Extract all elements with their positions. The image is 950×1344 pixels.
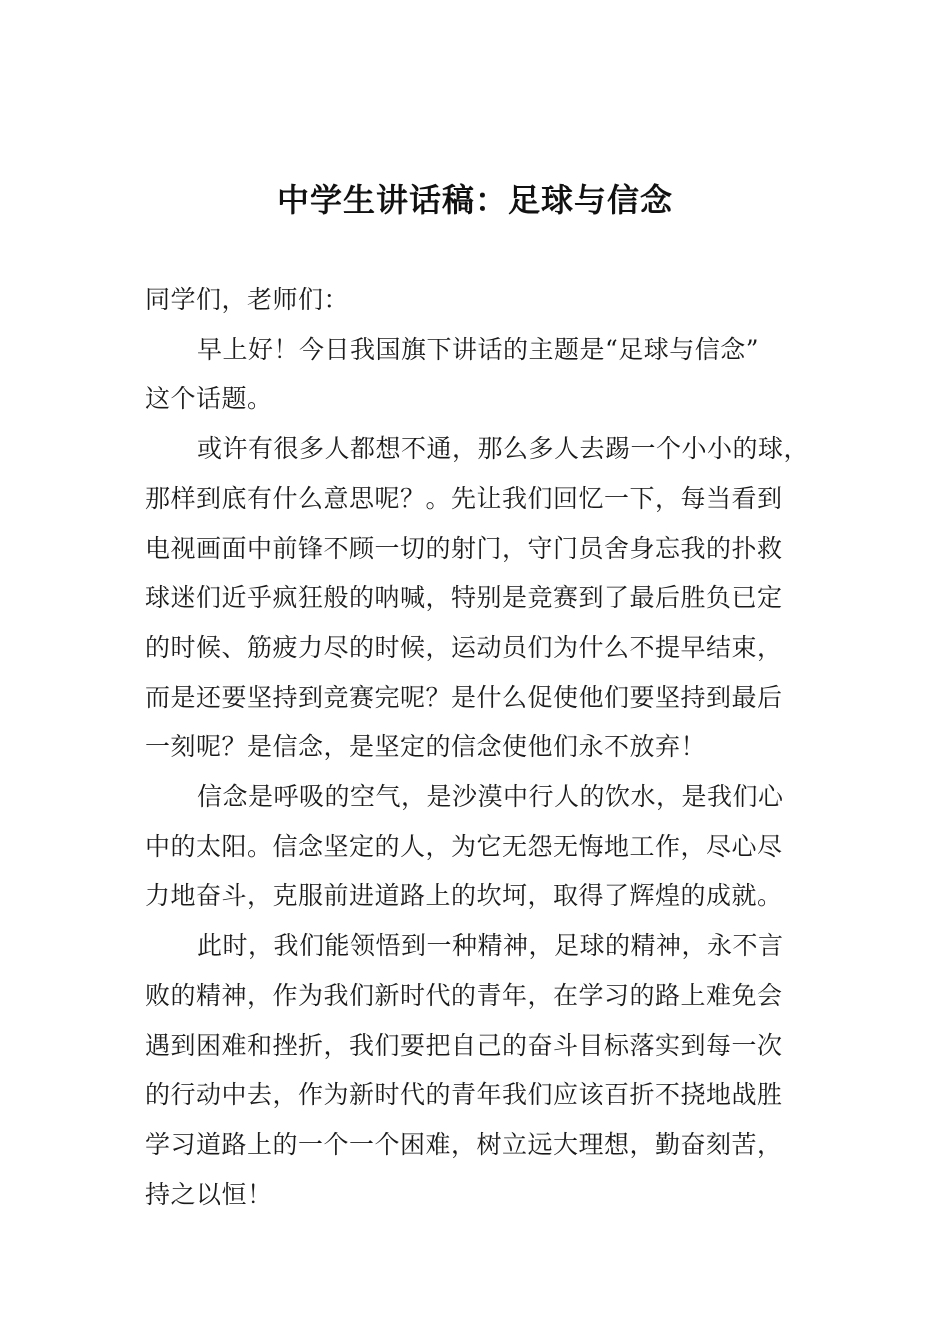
text-line: 持之以恒！ <box>145 1179 273 1209</box>
text-line: 而是还要坚持到竞赛完呢？是什么促使他们要坚持到最后 <box>145 682 783 712</box>
text-line: 同学们，老师们： <box>145 285 350 314</box>
text-line: 早上好！今日我国旗下讲话的主题是“足球与信念” <box>197 334 760 364</box>
page-title: 中学生讲话稿：足球与信念 <box>276 181 673 219</box>
text-line: 或许有很多人都想不通，那么多人去踢一个小小的球， <box>197 434 810 464</box>
text-line: 此时，我们能领悟到一种精神，足球的精神，永不言 <box>197 931 784 961</box>
text-line: 的行动中去，作为新时代的青年我们应该百折不挠地战胜 <box>145 1080 783 1110</box>
text-line: 学习道路上的一个一个困难，树立远大理想，勤奋刻苦， <box>145 1129 783 1159</box>
text-line: 一刻呢？是信念，是坚定的信念使他们永不放弃！ <box>145 732 707 762</box>
text-line: 败的精神，作为我们新时代的青年，在学习的路上难免会 <box>145 980 783 1010</box>
text-line: 这个话题。 <box>145 384 273 414</box>
text-line: 电视画面中前锋不顾一切的射门，守门员舍身忘我的扑救 <box>145 533 783 563</box>
text-line: 那样到底有什么意思呢？。先让我们回忆一下，每当看到 <box>145 483 783 513</box>
text-line: 球迷们近乎疯狂般的呐喊，特别是竞赛到了最后胜负已定 <box>145 583 783 613</box>
text-line: 的时候、筋疲力尽的时候，运动员们为什么不提早结束， <box>145 632 783 662</box>
text-line: 信念是呼吸的空气，是沙漠中行人的饮水，是我们心 <box>197 782 784 812</box>
text-line: 力地奋斗，克服前进道路上的坎坷，取得了辉煌的成就。 <box>145 881 783 911</box>
text-line: 遇到困难和挫折，我们要把自己的奋斗目标落实到每一次 <box>145 1030 783 1060</box>
speech-body <box>145 275 817 1219</box>
text-line: 中的太阳。信念坚定的人，为它无怨无悔地工作，尽心尽 <box>145 831 783 861</box>
